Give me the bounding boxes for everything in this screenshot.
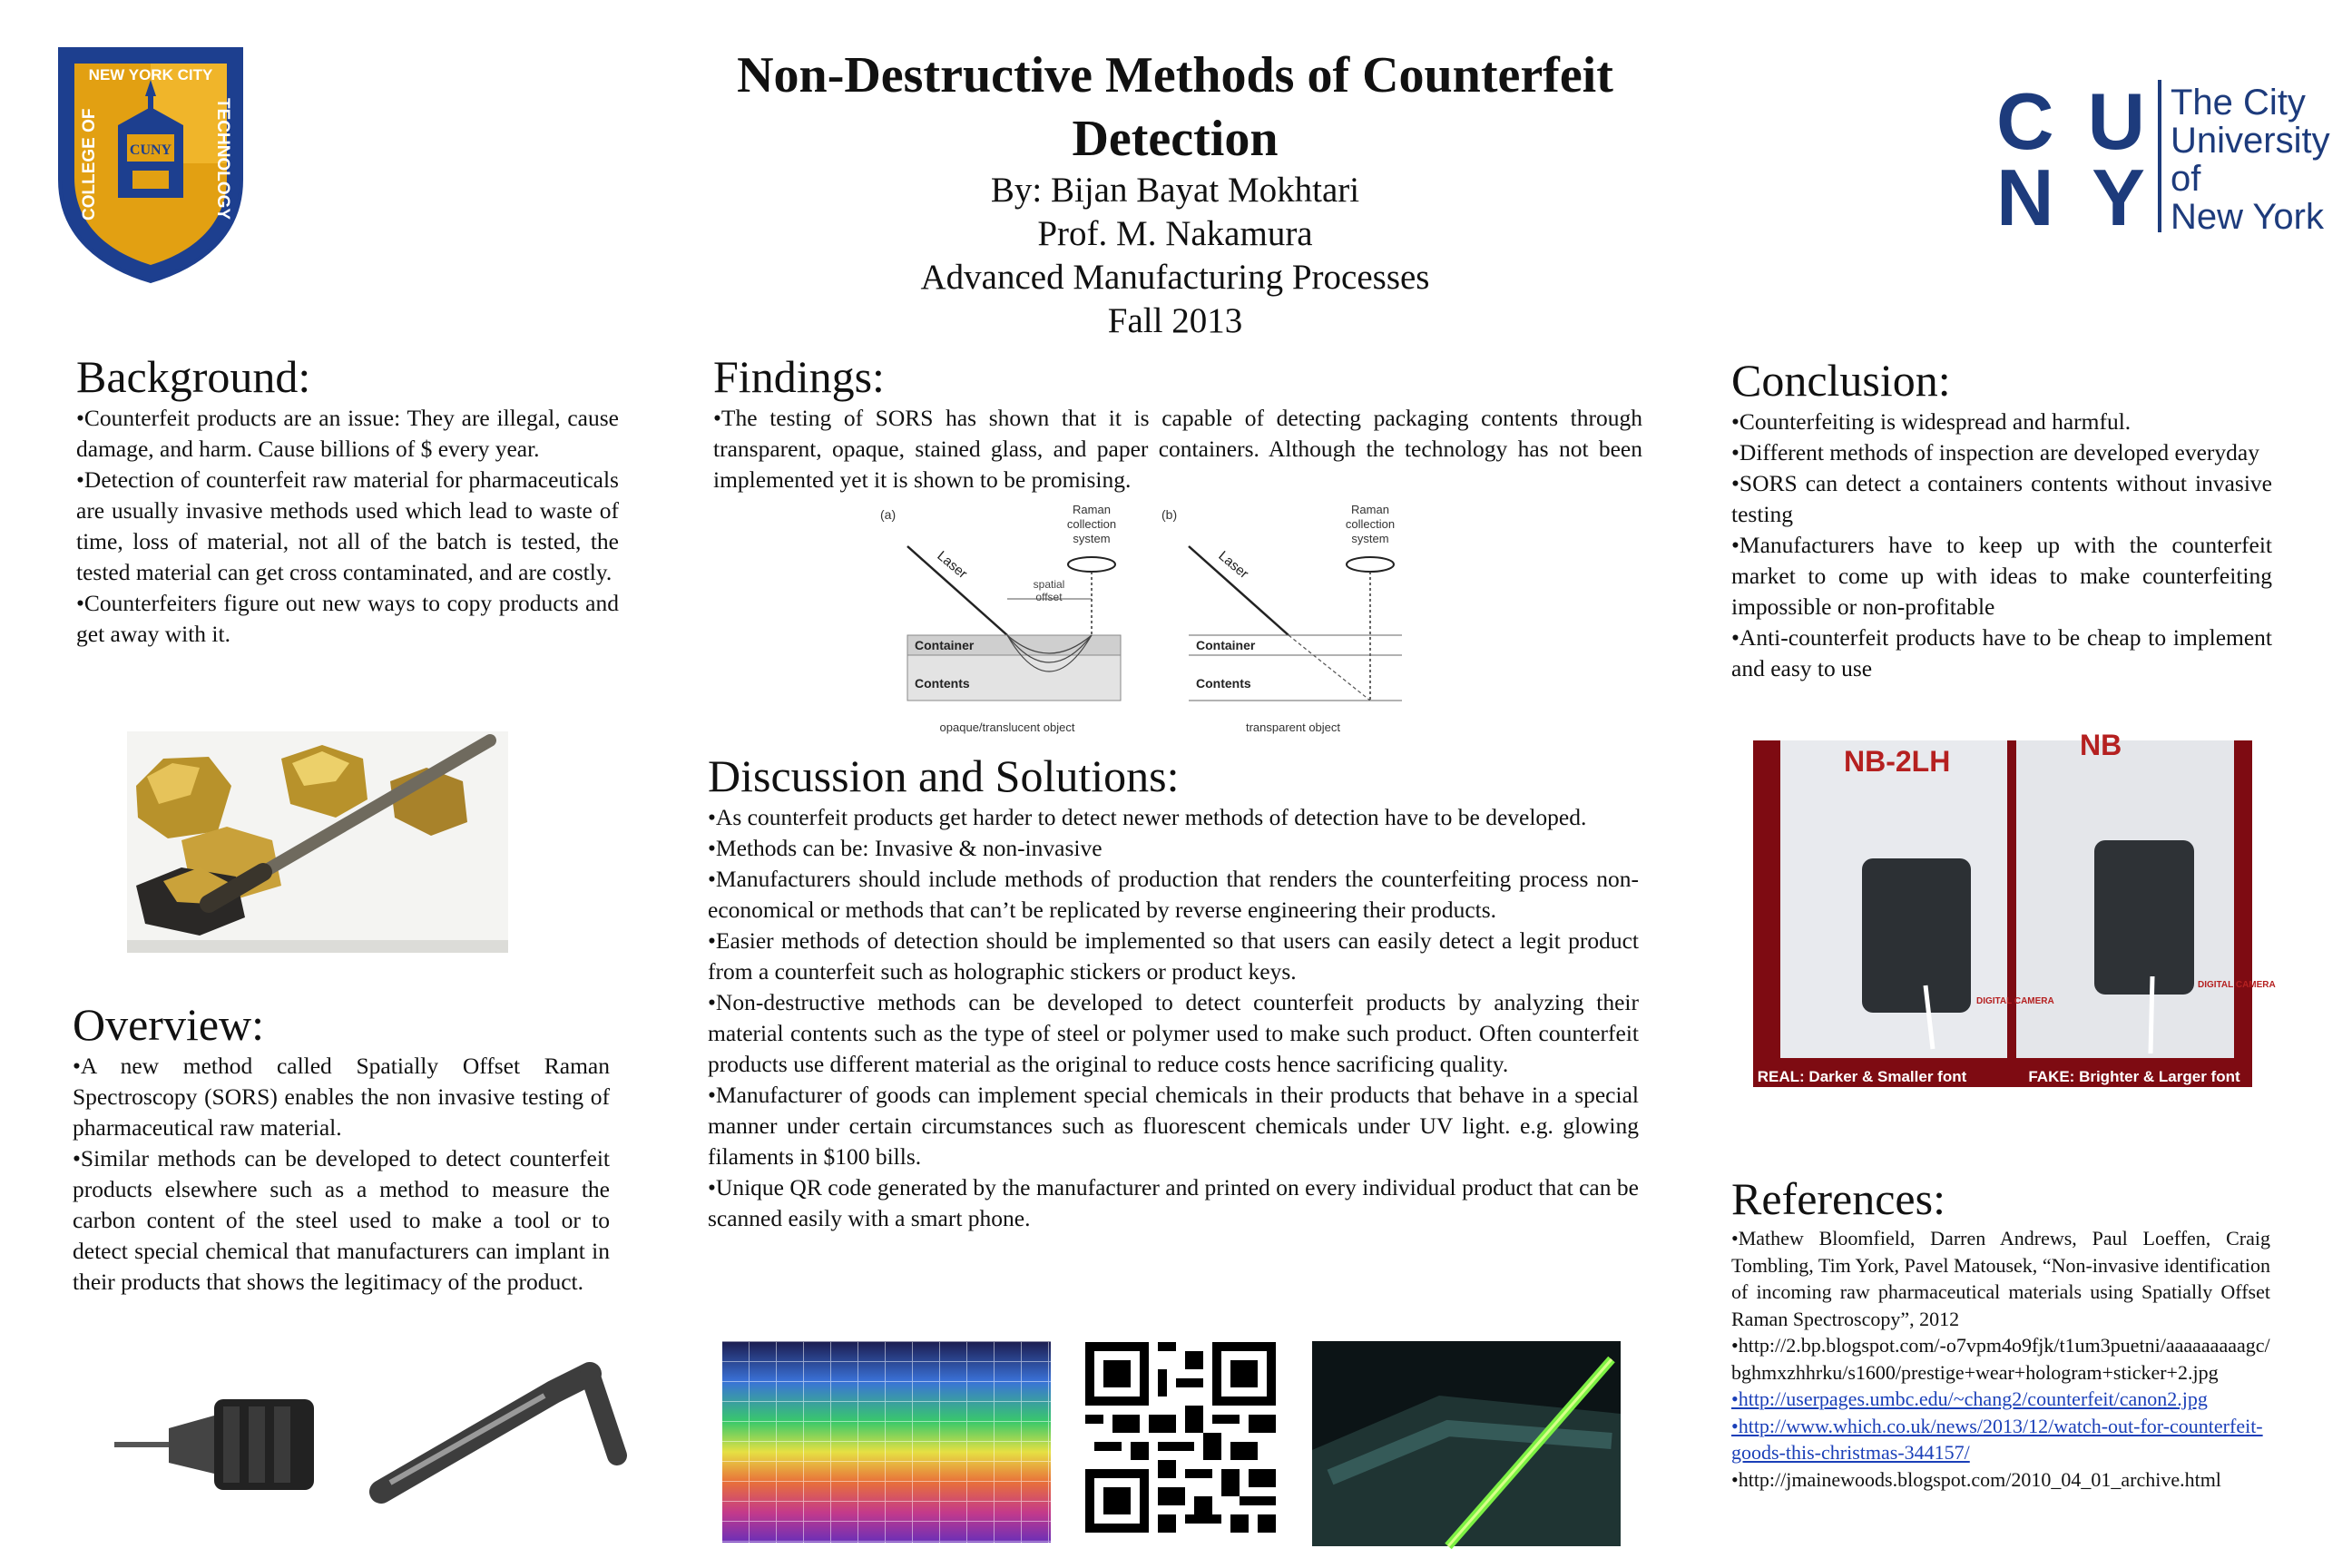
diagram-raman-b-3: system <box>1351 532 1389 545</box>
diagram-container-b: Container <box>1196 638 1256 652</box>
citytech-logo <box>54 44 247 285</box>
citytech-left-text: COLLEGE OF <box>80 108 99 220</box>
diagram-laser-a: Laser <box>934 548 971 583</box>
overview-paragraph: •A new method called Spatially Offset Raman Spectroscopy (SORS) enables the non invasive testing of pharmaceutical raw material. <box>73 1053 610 1141</box>
background-section <box>76 350 619 650</box>
author-line: By: Bijan Bayat Mokhtari <box>990 171 1360 210</box>
cuny-mark-bottom: NY <box>1996 152 2147 242</box>
overview-heading: Overview: <box>73 999 265 1050</box>
findings-section <box>713 350 1642 495</box>
background-body <box>76 403 619 650</box>
conclusion-body <box>1731 407 2272 684</box>
diagram-contents-a: Contents <box>915 676 970 691</box>
allen-key-image <box>372 1356 648 1514</box>
reference-item: •http://jmainewoods.blogspot.com/2010_04_01_archive.html <box>1731 1467 2221 1491</box>
conclusion-paragraph: •Different methods of inspection are developed everyday <box>1731 439 2259 466</box>
background-paragraph: •Counterfeiters figure out new ways to copy products and get away with it. <box>76 590 619 647</box>
cuny-name-3: of <box>2171 159 2201 199</box>
conclusion-paragraph: •SORS can detect a containers contents without invasive testing <box>1731 470 2272 527</box>
diagram-panel-a-label: (a) <box>880 507 897 522</box>
reference-link[interactable]: •http://userpages.umbc.edu/~chang2/counterfeit/canon2.jpg <box>1731 1387 2208 1410</box>
cuny-name-1: The City <box>2171 83 2306 122</box>
citytech-right-text: TECHNOLOGY <box>213 98 232 220</box>
diagram-caption-a: opaque/translucent object <box>939 720 1075 734</box>
background-paragraph: •Counterfeit products are an issue: They are illegal, cause damage, and harm. Cause billions of $ every year. <box>76 405 619 462</box>
overview-section <box>73 998 610 1298</box>
poster-title: Non-Destructive Methods of Counterfeit Detection <box>737 47 1613 167</box>
discussion-paragraph: •Unique QR code generated by the manufacturer and printed on every individual product that can be scanned easily with a smart phone. <box>708 1174 1639 1231</box>
professor-line: Prof. M. Nakamura <box>1037 214 1313 253</box>
discussion-paragraph: •Non-destructive methods can be developed to detect counterfeit products by analyzing their material contents such as the type of steel or polymer used to make such product. Often counterfeit products use different material as the original to reduce costs hence sacrificing quality. <box>708 989 1639 1077</box>
diagram-spatial-1: spatial <box>1033 578 1065 591</box>
term-line: Fall 2013 <box>1107 301 1243 340</box>
cuny-name-2: University <box>2171 121 2330 161</box>
discussion-body <box>708 802 1639 1234</box>
diagram-raman-b-1: Raman <box>1351 503 1389 516</box>
gold-nuggets-image <box>127 731 508 953</box>
discussion-paragraph: •As counterfeit products get harder to detect newer methods of detection have to be developed. <box>708 804 1587 830</box>
diagram-contents-b: Contents <box>1196 676 1251 691</box>
diagram-raman-b-2: collection <box>1345 517 1396 531</box>
findings-paragraph: •The testing of SORS has shown that it is capable of detecting packaging contents through transparent, opaque, stained glass, and paper containers. Although the technology has not been implemented yet it is shown to be promising. <box>713 405 1642 493</box>
diagram-raman-a-2: collection <box>1066 517 1117 531</box>
conclusion-section <box>1731 354 2272 684</box>
cuny-name-4: New York <box>2171 197 2324 237</box>
findings-heading: Findings: <box>713 351 885 402</box>
uv-bill-image <box>1312 1341 1621 1546</box>
references-heading: References: <box>1731 1173 1945 1224</box>
discussion-paragraph: •Easier methods of detection should be implemented so that users can easily detect a legit product from a counterfeit such as holographic stickers or product keys. <box>708 927 1639 985</box>
diagram-raman-a-1: Raman <box>1073 503 1111 516</box>
battery-comparison-image <box>1753 729 2276 1087</box>
conclusion-heading: Conclusion: <box>1731 355 1951 406</box>
hologram-sticker-image <box>722 1341 1051 1543</box>
battery-label-left: NB-2LH <box>1844 745 1951 778</box>
sors-diagram <box>871 499 1416 744</box>
findings-body <box>713 403 1642 495</box>
reference-item: •Mathew Bloomfield, Darren Andrews, Paul Loeffen, Craig Tombling, Tim York, Pavel Matousek, “Non-invasive identification of incoming raw pharmaceutical materials using Spatially Offset Raman Spectroscopy”, 2012 <box>1731 1227 2270 1330</box>
course-line: Advanced Manufacturing Processes <box>920 258 1430 297</box>
battery-label-right: NB <box>2080 729 2122 761</box>
qr-code-image <box>1085 1341 1276 1534</box>
references-section <box>1731 1172 2270 1493</box>
discussion-section <box>708 750 1639 1234</box>
reference-item-link[interactable] <box>1731 1386 2270 1413</box>
background-paragraph: •Detection of counterfeit raw material for pharmaceuticals are usually invasive methods used which lead to waste of time, loss of material, not all of the batch is tested, the tested material can get cross contaminated, and are costly. <box>76 466 619 585</box>
battery-caption-real: REAL: Darker & Smaller font <box>1757 1068 1967 1085</box>
conclusion-paragraph: •Anti-counterfeit products have to be cheap to implement and easy to use <box>1731 624 2272 681</box>
battery-sticker-right: DIGITAL CAMERA <box>2198 980 2276 990</box>
reference-item-link[interactable] <box>1731 1413 2270 1466</box>
diagram-laser-b: Laser <box>1215 548 1252 583</box>
diagram-spatial-2: offset <box>1035 591 1063 603</box>
citytech-top-text: NEW YORK CITY <box>88 66 213 83</box>
cuny-logo <box>1996 76 2330 242</box>
conclusion-paragraph: •Counterfeiting is widespread and harmful. <box>1731 408 2132 435</box>
discussion-heading: Discussion and Solutions: <box>708 750 1180 801</box>
diagram-container-a: Container <box>915 638 975 652</box>
discussion-paragraph: •Methods can be: Invasive & non-invasive <box>708 835 1102 861</box>
diagram-panel-b-label: (b) <box>1161 507 1178 522</box>
diagram-caption-b: transparent object <box>1245 720 1341 734</box>
citytech-center-text: CUNY <box>129 142 172 158</box>
discussion-paragraph: •Manufacturers should include methods of production that renders the counterfeiting process non-economical or methods that can’t be replicated by reverse engineering their products. <box>708 866 1639 923</box>
diagram-raman-a-3: system <box>1073 532 1111 545</box>
battery-caption-fake: FAKE: Brighter & Larger font <box>2028 1068 2240 1085</box>
cuny-mark-top: CU <box>1996 76 2147 166</box>
background-heading: Background: <box>76 351 311 402</box>
reference-item: •http://2.bp.blogspot.com/-o7vpm4o9fjk/t1um3puetni/aaaaaaaaagc/bghmxzhhrku/s1600/prestige+wear+hologram+sticker+2.jpg <box>1731 1334 2270 1384</box>
overview-body <box>73 1051 610 1298</box>
drill-chuck-image <box>114 1379 328 1506</box>
discussion-paragraph: •Manufacturer of goods can implement special chemicals in their products that behave in a special manner under certain circumstances such as fluorescent chemicals under UV light. e.g. glowing filaments in $100 bills. <box>708 1082 1639 1170</box>
conclusion-paragraph: •Manufacturers have to keep up with the counterfeit market to come up with ideas to make counterfeiting impossible or non-profitable <box>1731 532 2272 620</box>
reference-link[interactable]: •http://www.which.co.uk/news/2013/12/watch-out-for-counterfeit-goods-this-christmas-344157/ <box>1731 1414 2263 1464</box>
references-list <box>1731 1225 2270 1493</box>
overview-paragraph: •Similar methods can be developed to detect counterfeit products elsewhere such as a method to measure the carbon content of the steel used to make a tool or to detect special chemical that manufacturers can implant in their products that shows the legitimacy of the product. <box>73 1145 610 1295</box>
battery-sticker-left: DIGITAL CAMERA <box>1976 996 2054 1006</box>
